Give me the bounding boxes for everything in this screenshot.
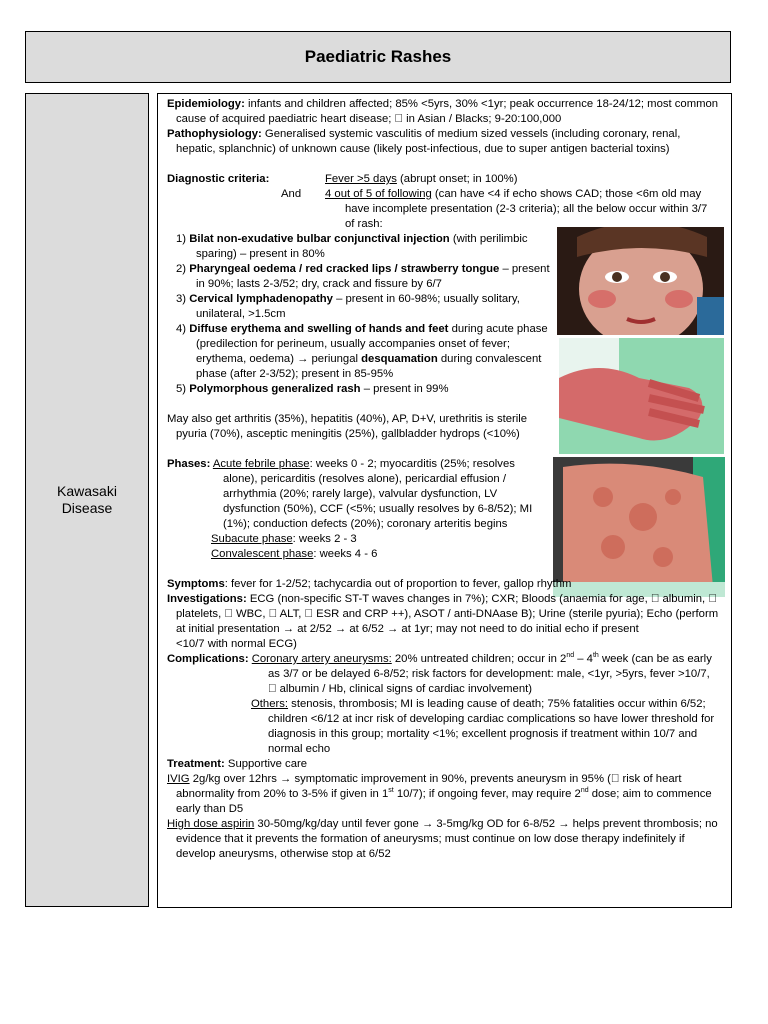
criterion-1-text: (with perilimbic sparing) – present in 80% — [196, 233, 528, 260]
aspirin-para — [167, 817, 719, 862]
sup-th: th — [592, 652, 599, 660]
criterion-4-text-b: during convalescent phase (after 2-3/52); present in 85-95% — [196, 353, 542, 380]
content-cell — [157, 93, 732, 908]
others-para — [167, 697, 719, 757]
ivig-text-c: dose; aim to commence early than D5 — [176, 788, 712, 815]
phases-section — [167, 457, 542, 562]
content-text — [167, 97, 719, 862]
criterion-2: 2) Pharyngeal oedema / red cracked lips / strawberry tongue – present in 90%; lasts 2-3/52; dry, crack and fissure by 6/7 — [176, 263, 550, 290]
diag-and: And — [281, 188, 302, 200]
criterion-2-text: – present in 90%; lasts 2-3/52; dry, crack and fissure by 6/7 — [196, 263, 550, 290]
ivig-para — [167, 772, 719, 817]
others-text: stenosis, thrombosis; MI is leading cause of death; 75% fatalities occur within 6/52; children <6/12 at incr risk of developing cardiac complications so have lower threshold for diagnosis in this group; mortality <1%; excellent prognosis if treatment within 10/7 and normal echo — [268, 698, 715, 755]
disease-label-line1: Kawasaki — [57, 483, 117, 499]
criterion-5-text: – present in 99% — [360, 383, 449, 395]
criterion-4-bold-b: desquamation — [361, 353, 438, 365]
phases-label: Phases: — [167, 458, 211, 470]
investigations-para — [167, 592, 719, 637]
symptoms-text: : fever for 1-2/52; tachycardia out of proportion to fever, gallop rhythm — [224, 578, 572, 590]
phase-3-name: Convalescent phase — [211, 548, 314, 560]
criterion-2-bold: Pharyngeal oedema / red cracked lips / strawberry tongue — [189, 263, 500, 275]
criterion-4-text-a: during acute phase (predilection for perineum, usually accompanies onset of fever; erythema, oedema) → periungal — [196, 323, 548, 365]
ivig-text-b: 10/7); if ongoing fever, may require 2 — [393, 788, 581, 800]
ivig-text-a: 2g/kg over 12hrs → symptomatic improvement in 90%, prevents aneurysm in 95% (  risk of heart abnormality from 20% to 3-5% if given in 1 — [176, 773, 682, 800]
investigations-label: Investigations: — [167, 593, 247, 605]
ivig-label: IVIG — [167, 773, 190, 785]
diagnostic-fever-row — [167, 172, 719, 187]
criterion-5-bold: Polymorphous generalized rash — [189, 383, 361, 395]
symptoms-label: Symptoms — [167, 578, 225, 590]
phase-2-text: : weeks 2 - 3 — [292, 533, 357, 545]
pathophysiology-label: Pathophysiology: — [167, 128, 262, 140]
criterion-3-text: – present in 60-98%; usually solitary, unilateral, >1.5cm — [196, 293, 520, 320]
phase-1-name: Acute febrile phase — [212, 458, 310, 470]
diagnostic-label: Diagnostic criteria: — [167, 173, 270, 185]
pathophysiology-para — [167, 127, 719, 157]
investigations-para-2: <10/7 with normal ECG) — [176, 638, 297, 650]
page-title: Paediatric Rashes — [304, 47, 452, 66]
diagnostic-four-row — [167, 187, 719, 232]
disease-label — [57, 483, 117, 517]
phase-1 — [167, 457, 542, 532]
treatment-text: Supportive care — [224, 758, 308, 770]
epidemiology-text: infants and children affected; 85% <5yrs, 30% <1yr; peak occurrence 18-24/12; most common cause of acquired paediatric heart disease;   in Asian / Blacks; 9-20:100,000 — [176, 98, 719, 125]
pathophysiology-text: Generalised systemic vasculitis of medium sized vessels (including coronary, renal, hepatic, splanchnic) of unknown cause (likely post-infectious, due to super antigen bacterial toxins) — [176, 128, 681, 155]
sup-nd: nd — [566, 652, 575, 660]
phase-1-text: : weeks 0 - 2; myocarditis (25%; resolves alone), pericarditis (resolves alone), pericardial effusion / arrhythmia (20%; rarely large), valvular dysfunction, LV dysfunction (50%), CCF (<5%; usually resolves by 6-8/52); MI (1%); conduction defects (20%); coronary arteritis begins — [223, 458, 533, 530]
phase-2 — [167, 532, 542, 547]
diag-four-underlined: 4 out of 5 of following — [325, 188, 432, 200]
complications-text-b: – 4 — [574, 653, 593, 665]
page-title-box — [25, 31, 731, 83]
complications-text-a: 20% untreated children; occur in 2 — [391, 653, 567, 665]
disease-label-cell — [25, 93, 149, 907]
disease-label-line2: Disease — [61, 500, 113, 516]
complications-text-c: week (can be as early as 3/7 or be delayed 6-8/52; risk factors for development: male, <1yr, >5yrs, fever >10/7,   albumin / Hb, clinical signs of cardiac involvement) — [268, 653, 712, 695]
symptoms-para — [167, 577, 607, 592]
criterion-1: 1) Bilat non-exudative bulbar conjunctival injection (with perilimbic sparing) – present in 80% — [176, 233, 528, 260]
complications-para — [167, 652, 719, 697]
criterion-3-bold: Cervical lymphadenopathy — [189, 293, 333, 305]
others-label: Others: — [251, 698, 289, 710]
criterion-1-bold: Bilat non-exudative bulbar conjunctival injection — [189, 233, 450, 245]
criterion-4: 4) Diffuse erythema and swelling of hands and feet during acute phase (predilection for perineum, usually accompanies onset of fever; erythema, oedema) → periungal desquamation during convalescent phase (after 2-3/52); present in 85-95% — [176, 323, 548, 380]
criteria-list — [167, 232, 552, 397]
diag-fever-rest: (abrupt onset; in 100%) — [396, 173, 518, 185]
criterion-3: 3) Cervical lymphadenopathy – present in 60-98%; usually solitary, unilateral, >1.5cm — [176, 293, 520, 320]
epidemiology-para — [167, 97, 719, 127]
epidemiology-label: Epidemiology: — [167, 98, 245, 110]
investigations-text: ECG (non-specific ST-T waves changes in 7%); CXR; Bloods (anaemia for age,   albumin,   platelets,   WBC,   ALT,   ESR and CRP ++), ASOT / anti-DNAase B); Urine (sterile pyuria); Echo (perform at initial presentation → at 2/52 → at 6/52 → at 1yr; may not need to do initial echo if present — [176, 593, 719, 635]
sup-nd-2: nd — [580, 787, 589, 795]
aspirin-label: High dose aspirin — [167, 818, 255, 830]
treatment-para — [167, 757, 719, 772]
phase-3-text: : weeks 4 - 6 — [313, 548, 378, 560]
diag-four-rest: (can have <4 if echo shows CAD; those <6m old may have incomplete presentation (2-3 criteria); all the below occur within 3/7 of rash: — [345, 188, 708, 230]
complications-aneurysm-label: Coronary artery aneurysms: — [251, 653, 392, 665]
phase-3 — [167, 547, 542, 562]
may-also-para: May also get arthritis (35%), hepatitis (40%), AP, D+V, urethritis is sterile pyuria (70%), asceptic meningitis (25%), gallbladder hydrops (<10%) — [167, 413, 528, 440]
diag-fever-underlined: Fever >5 days — [325, 173, 397, 185]
criterion-4-bold: Diffuse erythema and swelling of hands and feet — [189, 323, 449, 335]
phase-2-name: Subacute phase — [211, 533, 293, 545]
sup-st: st — [388, 787, 394, 795]
complications-label: Complications: — [167, 653, 249, 665]
treatment-label: Treatment: — [167, 758, 225, 770]
aspirin-text: 30-50mg/kg/day until fever gone → 3-5mg/kg OD for 6-8/52 → helps prevent thrombosis; no evidence that it prevents the formation of aneurysms; must continue on low dose therapy indefinitely if develop aneurysms, otherwise stop at 6/52 — [176, 818, 718, 860]
criterion-5: 5) Polymorphous generalized rash – present in 99% — [176, 383, 449, 395]
